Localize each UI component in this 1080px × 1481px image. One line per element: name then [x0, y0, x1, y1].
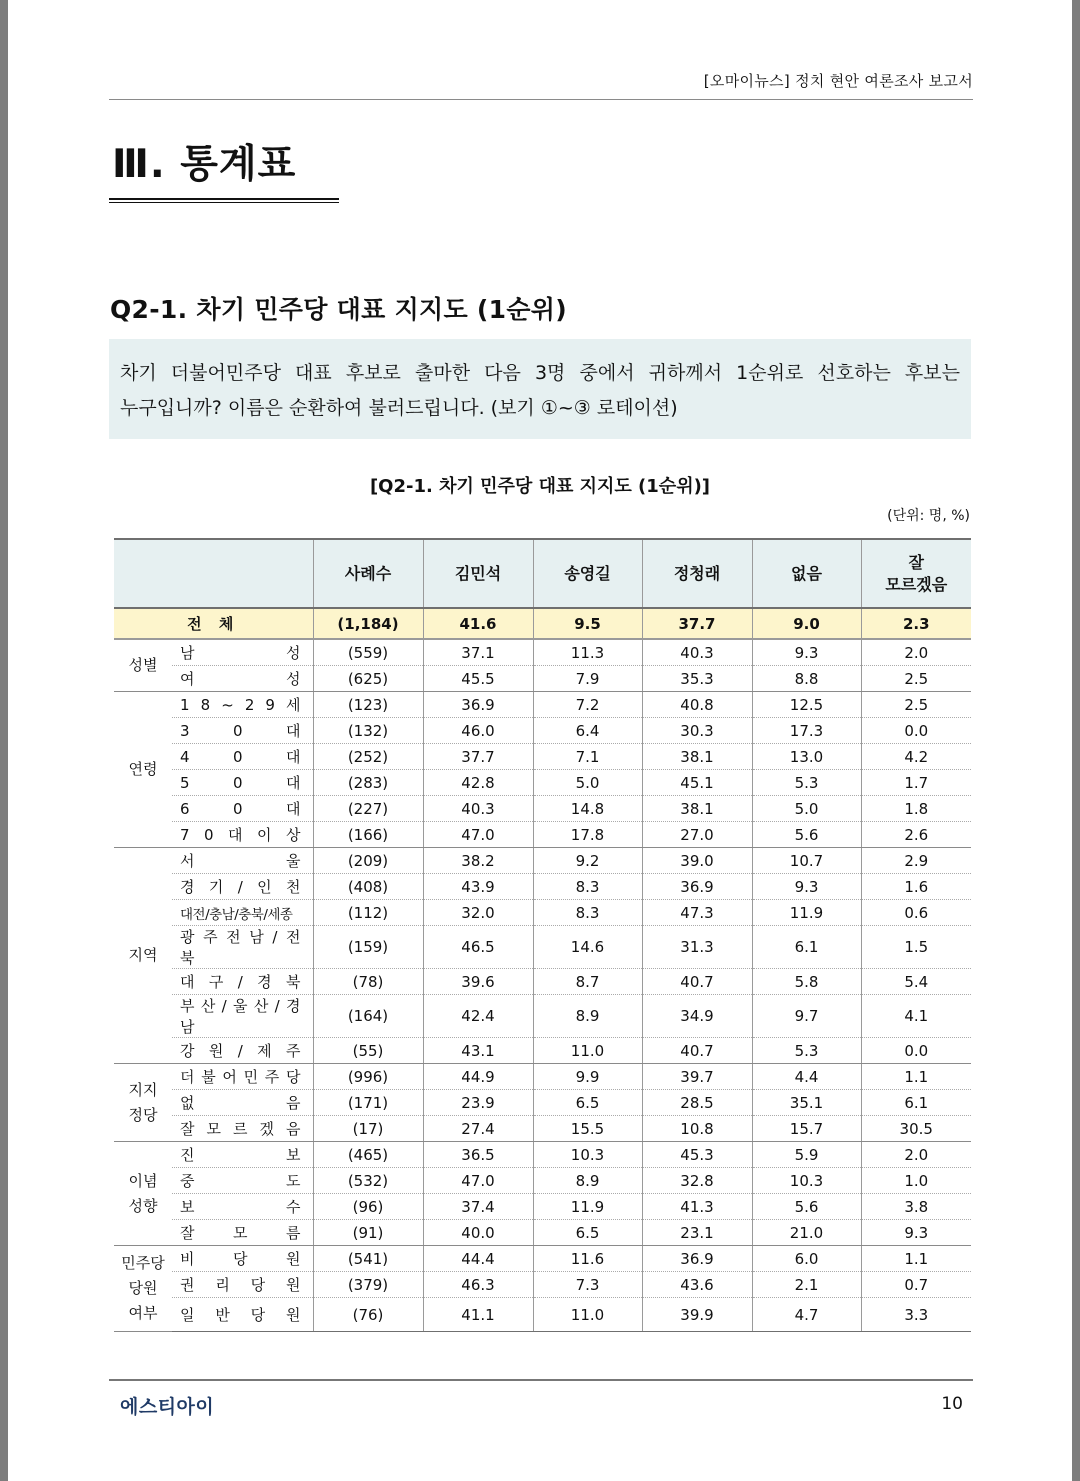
- percent-cell: 9.3: [861, 1220, 971, 1246]
- subgroup-label: 더 불 어 민 주 당: [172, 1064, 313, 1090]
- percent-cell: 14.6: [533, 926, 642, 969]
- sample-size-cell: (164): [313, 995, 423, 1038]
- sample-size-cell: (166): [313, 822, 423, 848]
- subgroup-label: 4 0 대: [172, 744, 313, 770]
- subgroup-label: 경 기 / 인 천: [172, 874, 313, 900]
- percent-cell: 5.8: [752, 969, 861, 995]
- sample-size-cell: (559): [313, 639, 423, 666]
- table-row: [114, 969, 971, 995]
- table-row: [114, 1168, 971, 1194]
- header-cell: 사례수: [313, 539, 423, 608]
- percent-cell: 40.3: [642, 639, 752, 666]
- percent-cell: 1.0: [861, 1168, 971, 1194]
- table-row: [114, 848, 971, 874]
- total-label: 전 체: [114, 608, 313, 639]
- sample-size-cell: (996): [313, 1064, 423, 1090]
- question-title: Q2-1. 차기 민주당 대표 지지도 (1순위): [110, 295, 567, 324]
- table-row: [114, 744, 971, 770]
- percent-cell: 4.2: [861, 744, 971, 770]
- company-logo: 에스티아이: [120, 1396, 215, 1418]
- percent-cell: 7.2: [533, 692, 642, 718]
- percent-cell: 8.7: [533, 969, 642, 995]
- group-label: [114, 848, 172, 1064]
- group-label-line: 당원: [128, 1279, 158, 1297]
- sample-size-cell: (159): [313, 926, 423, 969]
- question-text-box: [109, 339, 971, 439]
- percent-cell: 12.5: [752, 692, 861, 718]
- percent-cell: 46.0: [423, 718, 533, 744]
- percent-cell: 11.0: [533, 1038, 642, 1064]
- percent-cell: 37.1: [423, 639, 533, 666]
- question-text-line-1: 차기 더불어민주당 대표 후보로 출마한 다음 3명 중에서 귀하께서 1순위로 선호하는 후보는: [120, 362, 960, 384]
- sample-size-cell: (541): [313, 1246, 423, 1272]
- table-row: [114, 666, 971, 692]
- group-label-line: 민주당: [121, 1254, 165, 1272]
- percent-cell: 0.7: [861, 1272, 971, 1298]
- percent-cell: 5.4: [861, 969, 971, 995]
- percent-cell: 5.3: [752, 1038, 861, 1064]
- percent-cell: 39.6: [423, 969, 533, 995]
- sample-size-cell: (465): [313, 1142, 423, 1168]
- percent-cell: 4.1: [861, 995, 971, 1038]
- table-row: [114, 900, 971, 926]
- percent-cell: 45.1: [642, 770, 752, 796]
- table-row: [114, 995, 971, 1038]
- percent-cell: 11.9: [752, 900, 861, 926]
- percent-cell: 30.5: [861, 1116, 971, 1142]
- subgroup-label: 강 원 / 제 주: [172, 1038, 313, 1064]
- percent-cell: 40.8: [642, 692, 752, 718]
- percent-cell: 31.3: [642, 926, 752, 969]
- subgroup-label: 권 리 당 원: [172, 1272, 313, 1298]
- subgroup-label: 7 0 대 이 상: [172, 822, 313, 848]
- table-row: [114, 1220, 971, 1246]
- subgroup-label: 3 0 대: [172, 718, 313, 744]
- percent-cell: 36.9: [642, 874, 752, 900]
- group-label-line: 여부: [128, 1304, 158, 1322]
- total-cell: 41.6: [423, 608, 533, 639]
- percent-cell: 2.5: [861, 666, 971, 692]
- percent-cell: 4.7: [752, 1298, 861, 1332]
- report-page: [8, 0, 1072, 1481]
- table-row: [114, 796, 971, 822]
- sample-size-cell: (283): [313, 770, 423, 796]
- header-divider: [109, 99, 973, 100]
- sample-size-cell: (227): [313, 796, 423, 822]
- percent-cell: 36.5: [423, 1142, 533, 1168]
- percent-cell: 2.0: [861, 1142, 971, 1168]
- page-number: 10: [941, 1394, 963, 1414]
- percent-cell: 1.1: [861, 1064, 971, 1090]
- percent-cell: 5.9: [752, 1142, 861, 1168]
- header-corner-cell: [114, 539, 313, 608]
- percent-cell: 36.9: [642, 1246, 752, 1272]
- percent-cell: 5.3: [752, 770, 861, 796]
- percent-cell: 6.5: [533, 1220, 642, 1246]
- percent-cell: 21.0: [752, 1220, 861, 1246]
- sample-size-cell: (532): [313, 1168, 423, 1194]
- percent-cell: 2.0: [861, 639, 971, 666]
- percent-cell: 9.3: [752, 639, 861, 666]
- percent-cell: 40.7: [642, 1038, 752, 1064]
- percent-cell: 9.7: [752, 995, 861, 1038]
- subgroup-label: 부 산 / 울 산 / 경 남: [172, 995, 313, 1038]
- subgroup-label: 광 주 전 남 / 전 북: [172, 926, 313, 969]
- percent-cell: 6.0: [752, 1246, 861, 1272]
- subgroup-label: 중 도: [172, 1168, 313, 1194]
- table-row: [114, 692, 971, 718]
- sample-size-cell: (132): [313, 718, 423, 744]
- subgroup-label: 진 보: [172, 1142, 313, 1168]
- percent-cell: 42.8: [423, 770, 533, 796]
- table-row: [114, 874, 971, 900]
- percent-cell: 8.8: [752, 666, 861, 692]
- table-row: [114, 770, 971, 796]
- table-title: [Q2-1. 차기 민주당 대표 지지도 (1순위)]: [369, 476, 711, 497]
- percent-cell: 1.7: [861, 770, 971, 796]
- percent-cell: 8.3: [533, 874, 642, 900]
- percent-cell: 6.5: [533, 1090, 642, 1116]
- percent-cell: 2.5: [861, 692, 971, 718]
- subgroup-label: 일 반 당 원: [172, 1298, 313, 1332]
- table-row: [114, 1116, 971, 1142]
- table-row: [114, 1194, 971, 1220]
- percent-cell: 3.8: [861, 1194, 971, 1220]
- group-label-line: 성향: [128, 1196, 158, 1215]
- statistics-table: [114, 538, 971, 1332]
- sample-size-cell: (96): [313, 1194, 423, 1220]
- table-row: [114, 1246, 971, 1272]
- percent-cell: 5.6: [752, 1194, 861, 1220]
- percent-cell: 14.8: [533, 796, 642, 822]
- percent-cell: 23.9: [423, 1090, 533, 1116]
- percent-cell: 34.9: [642, 995, 752, 1038]
- percent-cell: 7.1: [533, 744, 642, 770]
- percent-cell: 6.1: [861, 1090, 971, 1116]
- group-label: [114, 639, 172, 692]
- percent-cell: 5.6: [752, 822, 861, 848]
- question-text-line-2: 누구입니까? 이름은 순환하여 불러드립니다. (보기 ①~③ 로테이션): [120, 397, 678, 419]
- table-row: [114, 1064, 971, 1090]
- total-cell: 9.5: [533, 608, 642, 639]
- percent-cell: 27.0: [642, 822, 752, 848]
- percent-cell: 32.8: [642, 1168, 752, 1194]
- table-header-row: [114, 539, 971, 608]
- subgroup-label: 대전/충남/충북/세종: [172, 900, 313, 926]
- footer-divider: [109, 1379, 973, 1381]
- table-row: [114, 1142, 971, 1168]
- total-cell: 37.7: [642, 608, 752, 639]
- percent-cell: 13.0: [752, 744, 861, 770]
- sample-size-cell: (625): [313, 666, 423, 692]
- section-title-underline-thin: [109, 202, 339, 203]
- total-row: [114, 608, 971, 639]
- header-cell: 송영길: [533, 539, 642, 608]
- header-cell-unknown: [861, 539, 971, 608]
- percent-cell: 40.7: [642, 969, 752, 995]
- percent-cell: 45.3: [642, 1142, 752, 1168]
- percent-cell: 40.0: [423, 1220, 533, 1246]
- header-cell: 김민석: [423, 539, 533, 608]
- percent-cell: 5.0: [533, 770, 642, 796]
- header-cell-line: 잘: [908, 552, 924, 572]
- group-label: [114, 1064, 172, 1142]
- sample-size-cell: (76): [313, 1298, 423, 1332]
- percent-cell: 0.0: [861, 718, 971, 744]
- percent-cell: 1.6: [861, 874, 971, 900]
- percent-cell: 36.9: [423, 692, 533, 718]
- percent-cell: 15.7: [752, 1116, 861, 1142]
- percent-cell: 10.8: [642, 1116, 752, 1142]
- percent-cell: 39.9: [642, 1298, 752, 1332]
- subgroup-label: 대 구 / 경 북: [172, 969, 313, 995]
- table-row: [114, 1038, 971, 1064]
- percent-cell: 5.0: [752, 796, 861, 822]
- total-cell: 9.0: [752, 608, 861, 639]
- percent-cell: 38.1: [642, 796, 752, 822]
- subgroup-label: 서 울: [172, 848, 313, 874]
- percent-cell: 11.0: [533, 1298, 642, 1332]
- percent-cell: 0.6: [861, 900, 971, 926]
- percent-cell: 7.3: [533, 1272, 642, 1298]
- header-cell: 정청래: [642, 539, 752, 608]
- percent-cell: 42.4: [423, 995, 533, 1038]
- table-row: [114, 822, 971, 848]
- subgroup-label: 1 8 ~ 2 9 세: [172, 692, 313, 718]
- subgroup-label: 여 성: [172, 666, 313, 692]
- percent-cell: 9.9: [533, 1064, 642, 1090]
- percent-cell: 2.1: [752, 1272, 861, 1298]
- group-label-line: 성별: [128, 656, 158, 674]
- percent-cell: 27.4: [423, 1116, 533, 1142]
- subgroup-label: 5 0 대: [172, 770, 313, 796]
- percent-cell: 44.4: [423, 1246, 533, 1272]
- percent-cell: 2.6: [861, 822, 971, 848]
- sample-size-cell: (112): [313, 900, 423, 926]
- percent-cell: 6.1: [752, 926, 861, 969]
- table-body: [114, 639, 971, 1332]
- percent-cell: 32.0: [423, 900, 533, 926]
- sample-size-cell: (123): [313, 692, 423, 718]
- total-cell: (1,184): [313, 608, 423, 639]
- group-label: [114, 1246, 172, 1332]
- percent-cell: 9.3: [752, 874, 861, 900]
- header-cell: 없음: [752, 539, 861, 608]
- percent-cell: 30.3: [642, 718, 752, 744]
- sample-size-cell: (408): [313, 874, 423, 900]
- percent-cell: 10.3: [752, 1168, 861, 1194]
- table-row: [114, 1272, 971, 1298]
- subgroup-label: 6 0 대: [172, 796, 313, 822]
- percent-cell: 46.5: [423, 926, 533, 969]
- table-row: [114, 1090, 971, 1116]
- percent-cell: 37.4: [423, 1194, 533, 1220]
- percent-cell: 8.9: [533, 1168, 642, 1194]
- percent-cell: 2.9: [861, 848, 971, 874]
- section-title: Ⅲ. 통계표: [112, 142, 297, 187]
- percent-cell: 8.3: [533, 900, 642, 926]
- percent-cell: 41.3: [642, 1194, 752, 1220]
- percent-cell: 17.3: [752, 718, 861, 744]
- percent-cell: 3.3: [861, 1298, 971, 1332]
- table-unit-label: (단위: 명, %): [887, 508, 970, 524]
- percent-cell: 1.5: [861, 926, 971, 969]
- percent-cell: 45.5: [423, 666, 533, 692]
- percent-cell: 43.1: [423, 1038, 533, 1064]
- percent-cell: 46.3: [423, 1272, 533, 1298]
- table-row: [114, 639, 971, 666]
- group-label-line: 이념: [128, 1171, 158, 1190]
- percent-cell: 4.4: [752, 1064, 861, 1090]
- group-label: [114, 692, 172, 848]
- percent-cell: 47.3: [642, 900, 752, 926]
- percent-cell: 10.3: [533, 1142, 642, 1168]
- percent-cell: 47.0: [423, 822, 533, 848]
- percent-cell: 9.2: [533, 848, 642, 874]
- percent-cell: 11.9: [533, 1194, 642, 1220]
- percent-cell: 39.7: [642, 1064, 752, 1090]
- subgroup-label: 잘 모 름: [172, 1220, 313, 1246]
- subgroup-label: 비 당 원: [172, 1246, 313, 1272]
- percent-cell: 47.0: [423, 1168, 533, 1194]
- sample-size-cell: (209): [313, 848, 423, 874]
- percent-cell: 8.9: [533, 995, 642, 1038]
- table-row: [114, 718, 971, 744]
- sample-size-cell: (379): [313, 1272, 423, 1298]
- group-label-line: 정당: [128, 1105, 158, 1124]
- subgroup-label: 없 음: [172, 1090, 313, 1116]
- percent-cell: 37.7: [423, 744, 533, 770]
- percent-cell: 0.0: [861, 1038, 971, 1064]
- subgroup-label: 남 성: [172, 639, 313, 666]
- sample-size-cell: (55): [313, 1038, 423, 1064]
- percent-cell: 38.1: [642, 744, 752, 770]
- percent-cell: 23.1: [642, 1220, 752, 1246]
- percent-cell: 7.9: [533, 666, 642, 692]
- percent-cell: 17.8: [533, 822, 642, 848]
- percent-cell: 39.0: [642, 848, 752, 874]
- percent-cell: 11.6: [533, 1246, 642, 1272]
- percent-cell: 11.3: [533, 639, 642, 666]
- sample-size-cell: (78): [313, 969, 423, 995]
- percent-cell: 38.2: [423, 848, 533, 874]
- subgroup-label: 잘 모 르 겠 음: [172, 1116, 313, 1142]
- percent-cell: 35.3: [642, 666, 752, 692]
- percent-cell: 6.4: [533, 718, 642, 744]
- group-label: [114, 1142, 172, 1246]
- percent-cell: 1.1: [861, 1246, 971, 1272]
- percent-cell: 1.8: [861, 796, 971, 822]
- group-label-line: 연령: [128, 760, 158, 778]
- table-row: [114, 926, 971, 969]
- sample-size-cell: (252): [313, 744, 423, 770]
- sample-size-cell: (171): [313, 1090, 423, 1116]
- table-row: [114, 1298, 971, 1332]
- percent-cell: 28.5: [642, 1090, 752, 1116]
- percent-cell: 44.9: [423, 1064, 533, 1090]
- section-title-underline: [109, 198, 339, 200]
- sample-size-cell: (91): [313, 1220, 423, 1246]
- sample-size-cell: (17): [313, 1116, 423, 1142]
- percent-cell: 40.3: [423, 796, 533, 822]
- total-cell: 2.3: [861, 608, 971, 639]
- subgroup-label: 보 수: [172, 1194, 313, 1220]
- group-label-line: 지역: [128, 946, 158, 964]
- report-header-title: [오마이뉴스] 정치 현안 여론조사 보고서: [703, 72, 973, 90]
- percent-cell: 43.9: [423, 874, 533, 900]
- percent-cell: 35.1: [752, 1090, 861, 1116]
- percent-cell: 15.5: [533, 1116, 642, 1142]
- group-label-line: 지지: [128, 1080, 158, 1099]
- percent-cell: 10.7: [752, 848, 861, 874]
- percent-cell: 43.6: [642, 1272, 752, 1298]
- percent-cell: 41.1: [423, 1298, 533, 1332]
- header-cell-line: 모르겠음: [885, 574, 948, 594]
